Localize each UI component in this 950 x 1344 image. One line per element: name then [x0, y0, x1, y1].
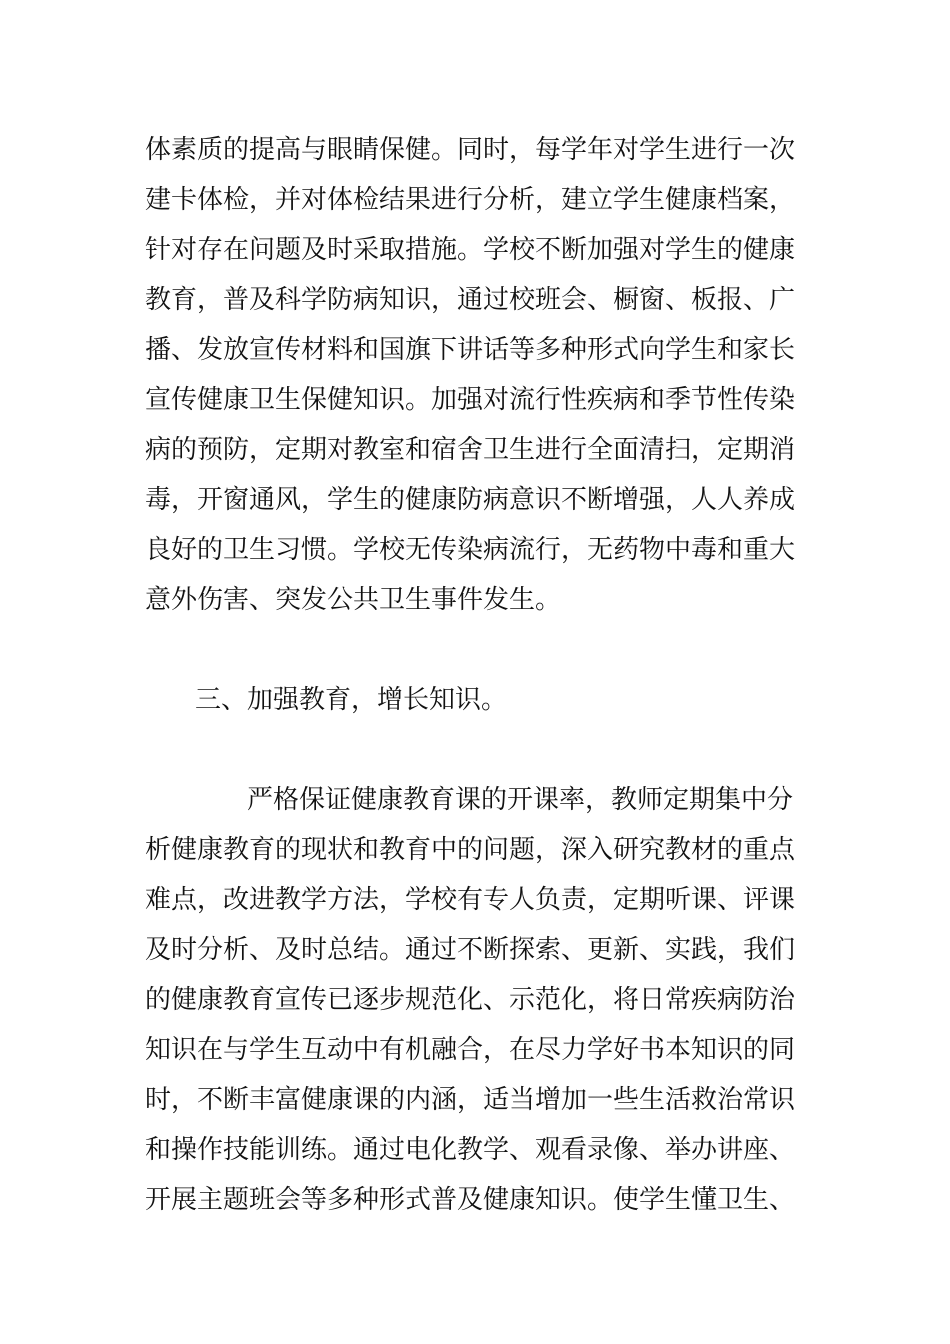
paragraph-2-line-3: 难点，改进教学方法，学校有专人负责，定期听课、评课 [145, 885, 796, 915]
paragraph-1-line-4: 教育，普及科学防病知识，通过校班会、橱窗、板报、广 [145, 285, 796, 315]
paragraph-1-line-5: 播、发放宣传材料和国旗下讲话等多种形式向学生和家长 [145, 335, 796, 365]
paragraph-1-line-2: 建卡体检，并对体检结果进行分析，建立学生健康档案， [145, 185, 796, 215]
paragraph-2-line-4: 及时分析、及时总结。通过不断探索、更新、实践，我们 [145, 935, 796, 965]
paragraph-1-line-3: 针对存在问题及时采取措施。学校不断加强对学生的健康 [145, 235, 796, 265]
paragraph-2-line-6: 知识在与学生互动中有机融合，在尽力学好书本知识的同 [145, 1035, 796, 1065]
paragraph-2-line-7: 时，不断丰富健康课的内涵，适当增加一些生活救治常识 [145, 1085, 796, 1115]
paragraph-1-line-10: 意外伤害、突发公共卫生事件发生。 [145, 585, 562, 615]
paragraph-1-line-7: 病的预防，定期对教室和宿舍卫生进行全面清扫，定期消 [145, 435, 796, 465]
paragraph-2-line-5: 的健康教育宣传已逐步规范化、示范化，将日常疾病防治 [145, 985, 796, 1015]
paragraph-2-line-9: 开展主题班会等多种形式普及健康知识。使学生懂卫生、 [145, 1185, 796, 1215]
paragraph-1-line-9: 良好的卫生习惯。学校无传染病流行，无药物中毒和重大 [145, 535, 796, 565]
paragraph-2-line-8: 和操作技能训练。通过电化教学、观看录像、举办讲座、 [145, 1135, 796, 1165]
paragraph-1-line-1: 体素质的提高与眼睛保健。同时，每学年对学生进行一次 [145, 135, 796, 165]
paragraph-1-line-6: 宣传健康卫生保健知识。加强对流行性疾病和季节性传染 [145, 385, 796, 415]
paragraph-2-line-2: 析健康教育的现状和教育中的问题，深入研究教材的重点 [145, 835, 796, 865]
paragraph-2-line-1: 严格保证健康教育课的开课率，教师定期集中分 [247, 785, 794, 815]
section-heading: 三、加强教育，增长知识。 [195, 685, 508, 715]
paragraph-1-line-8: 毒，开窗通风，学生的健康防病意识不断增强，人人养成 [145, 485, 796, 515]
